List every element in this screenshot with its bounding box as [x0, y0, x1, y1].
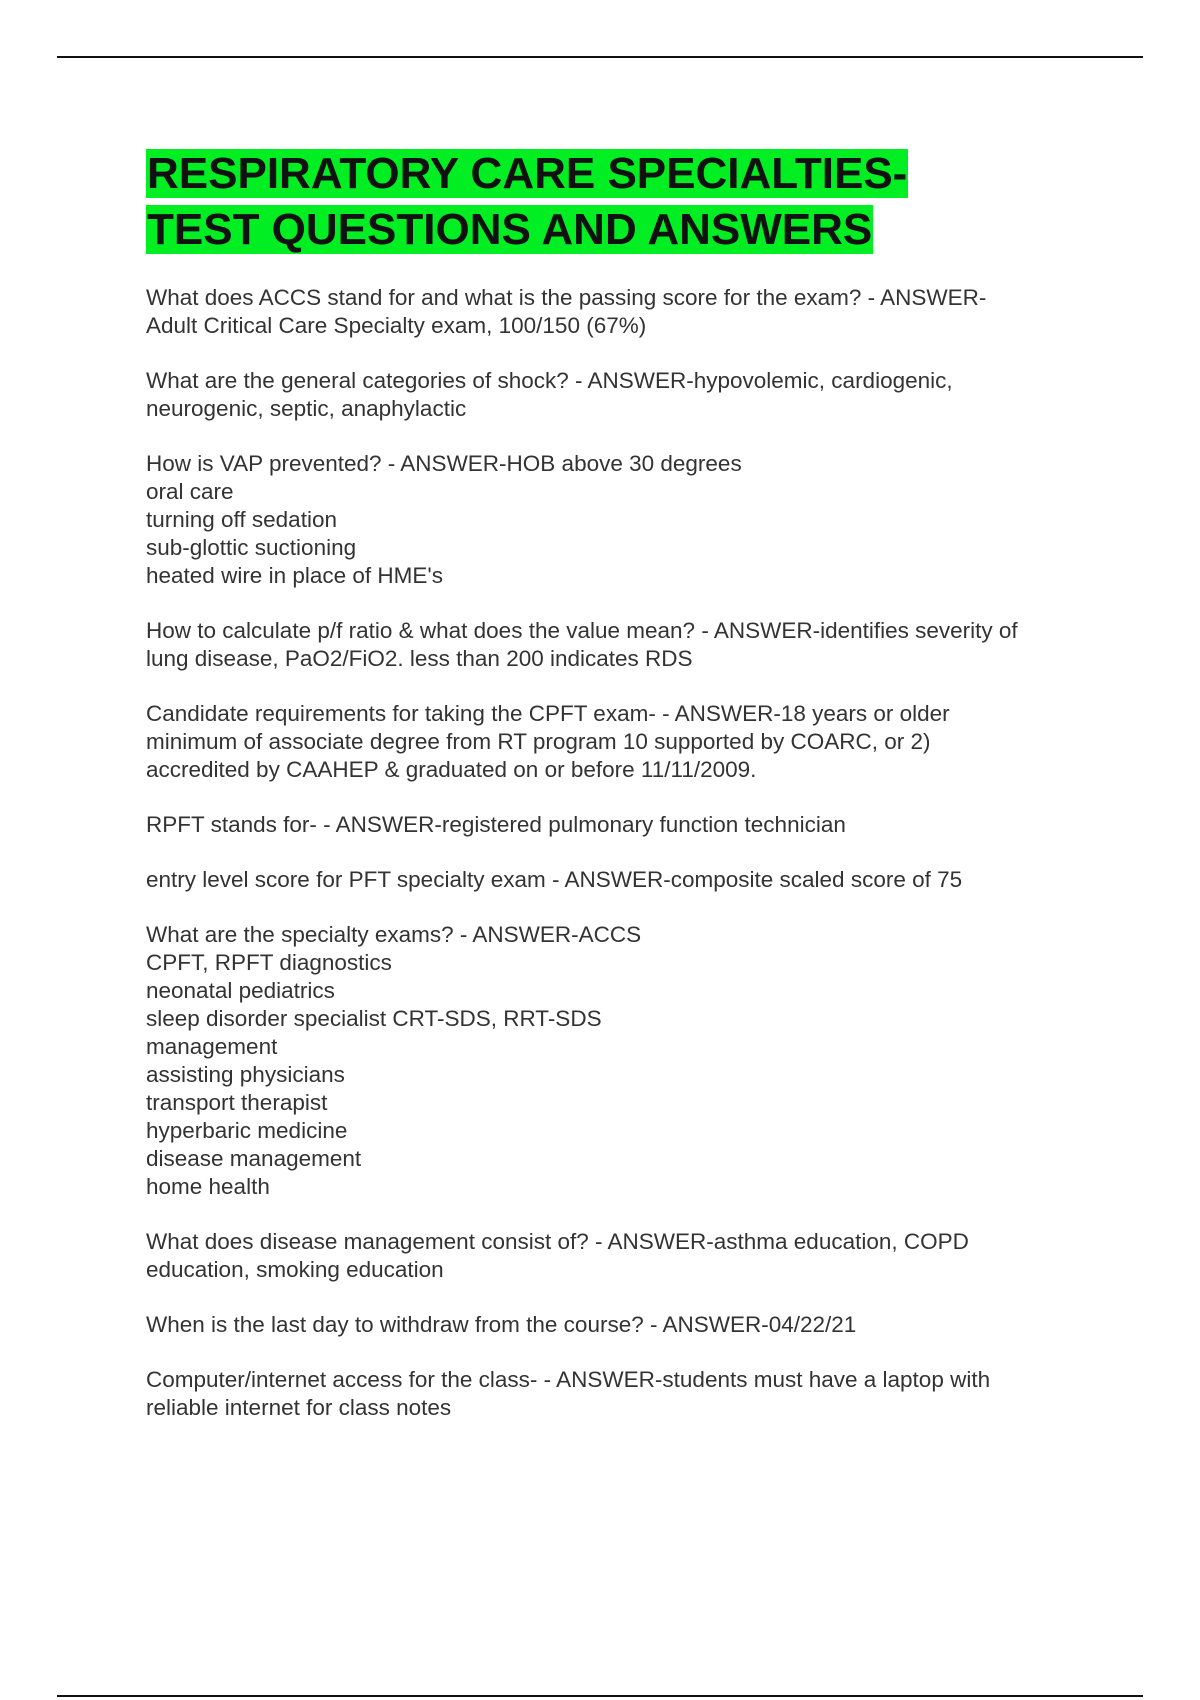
qa-line: accredited by CAAHEP & graduated on or before 11/11/2009.: [146, 757, 757, 782]
title-line-1: RESPIRATORY CARE SPECIALTIES-: [147, 149, 908, 198]
qa-line: What does disease management consist of? - ANSWER-asthma education, COPD: [146, 1229, 969, 1254]
qa-item: [146, 617, 1106, 673]
qa-line: Adult Critical Care Specialty exam, 100/150 (67%): [146, 313, 647, 338]
qa-line: education, smoking education: [146, 1257, 444, 1282]
qa-line: Computer/internet access for the class- - ANSWER-students must have a laptop with: [146, 1367, 991, 1392]
qa-line: oral care: [146, 479, 234, 504]
qa-line: management: [146, 1034, 278, 1059]
qa-line: neurogenic, septic, anaphylactic: [146, 396, 467, 421]
document-title: [146, 146, 1106, 258]
qa-line: What are the specialty exams? - ANSWER-ACCS: [146, 922, 642, 947]
qa-line: assisting physicians: [146, 1062, 345, 1087]
qa-item: [146, 811, 1106, 839]
qa-item: [146, 1228, 1106, 1284]
document-body: [146, 146, 1106, 1449]
qa-item: [146, 700, 1106, 784]
qa-item: [146, 450, 1106, 590]
qa-line: How to calculate p/f ratio & what does the value mean? - ANSWER-identifies severity of: [146, 618, 1018, 643]
qa-line: When is the last day to withdraw from the course? - ANSWER-04/22/21: [146, 1312, 857, 1337]
qa-line: minimum of associate degree from RT program 10 supported by COARC, or 2): [146, 729, 931, 754]
qa-item: [146, 284, 1106, 340]
qa-item: [146, 866, 1106, 894]
qa-line: transport therapist: [146, 1090, 328, 1115]
qa-line: CPFT, RPFT diagnostics: [146, 950, 392, 975]
qa-line: home health: [146, 1174, 270, 1199]
qa-item: [146, 367, 1106, 423]
qa-line: reliable internet for class notes: [146, 1395, 452, 1420]
qa-line: sleep disorder specialist CRT-SDS, RRT-SDS: [146, 1006, 602, 1031]
header-rule: [57, 56, 1143, 58]
qa-line: neonatal pediatrics: [146, 978, 335, 1003]
qa-line: What does ACCS stand for and what is the passing score for the exam? - ANSWER-: [146, 285, 987, 310]
qa-item: [146, 1311, 1106, 1339]
qa-line: heated wire in place of HME's: [146, 563, 443, 588]
qa-line: sub-glottic suctioning: [146, 535, 357, 560]
qa-line: turning off sedation: [146, 507, 337, 532]
qa-line: Candidate requirements for taking the CPFT exam- - ANSWER-18 years or older: [146, 701, 950, 726]
qa-line: What are the general categories of shock? - ANSWER-hypovolemic, cardiogenic,: [146, 368, 953, 393]
qa-line: disease management: [146, 1146, 362, 1171]
footer-rule: [57, 1695, 1143, 1697]
qa-line: How is VAP prevented? - ANSWER-HOB above 30 degrees: [146, 451, 742, 476]
qa-line: RPFT stands for- - ANSWER-registered pulmonary function technician: [146, 812, 846, 837]
qa-line: lung disease, PaO2/FiO2. less than 200 indicates RDS: [146, 646, 693, 671]
title-line-2: TEST QUESTIONS AND ANSWERS: [147, 205, 873, 254]
qa-item: [146, 1366, 1106, 1422]
qa-item: [146, 921, 1106, 1201]
qa-list: [146, 284, 1106, 1422]
qa-line: entry level score for PFT specialty exam - ANSWER-composite scaled score of 75: [146, 867, 963, 892]
qa-line: hyperbaric medicine: [146, 1118, 348, 1143]
